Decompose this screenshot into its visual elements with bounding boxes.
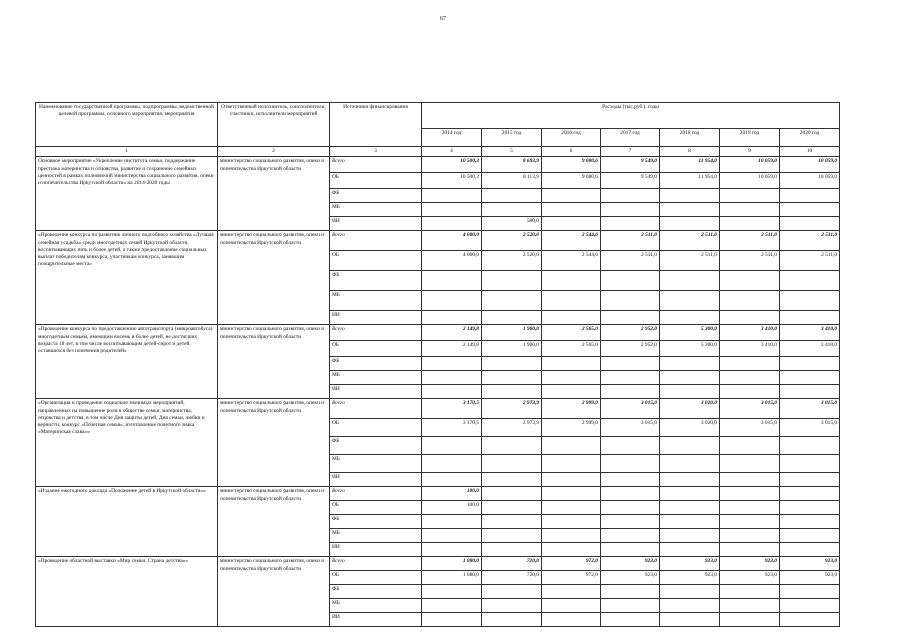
financing-source: ИИ [330,385,422,399]
expense-value [720,455,780,473]
expense-value [542,487,601,501]
expense-value [660,217,720,231]
expense-value [422,371,482,385]
expense-value: 923,0 [601,557,660,571]
expense-value [780,585,840,599]
expense-value: 2 511,0 [720,231,780,251]
financing-source: ФБ [330,585,422,599]
expense-value: 9 549,0 [601,173,660,189]
expense-value [482,189,542,203]
expense-value: 2 999,0 [542,399,601,419]
expense-value [780,529,840,543]
expense-value [542,271,601,291]
expense-value: 9 549,0 [601,157,660,173]
expense-value [720,203,780,217]
expense-value: 2 973,9 [482,419,542,437]
expense-value [482,529,542,543]
expense-value: 9 080,6 [542,173,601,189]
expense-value: 923,0 [780,571,840,585]
column-index: 6 [542,147,601,157]
expense-value [601,599,660,613]
expense-value [720,613,780,627]
expense-value [542,203,601,217]
expense-value: 3 015,0 [601,419,660,437]
expense-value: 1 080,0 [422,571,482,585]
expense-value: 923,0 [660,571,720,585]
expense-value: 100,0 [422,501,482,515]
expense-value [422,311,482,325]
column-index: 3 [330,147,422,157]
expense-value [780,271,840,291]
expense-value [422,203,482,217]
expense-value: 2 952,0 [601,325,660,341]
expense-value [780,385,840,399]
table-row [36,487,840,501]
expense-value [601,357,660,371]
expense-value [660,501,720,515]
expense-value [720,543,780,557]
header-expenses: Расходы (тыс.руб.), годы [422,103,840,129]
column-index: 8 [660,147,720,157]
expense-value: 3 410,0 [720,341,780,357]
expense-value [601,217,660,231]
responsible-executor: министерство социального развития, опеки и попечительства Иркутской области [218,557,330,627]
expense-value: 2 511,0 [660,231,720,251]
expense-value: 2 520,0 [482,251,542,271]
expense-value: 2 520,0 [482,231,542,251]
expense-value [660,189,720,203]
expense-value: 10 059,0 [720,173,780,189]
expense-value [780,501,840,515]
expense-value [542,529,601,543]
expense-value: 10 500,3 [422,157,482,173]
expense-value [542,613,601,627]
financing-source: Всего [330,399,422,419]
activity-name: «Проведение конкурса по развитию личного подсобного хозяйства «Лучшая семейная усадьба» среди многодетных семей Иркутской области, воспитывающих пять и более детей, а также предоставление социальных выплат победителям конкурса, участникам конкурса, занявшим поощрительные места» [36,231,218,325]
expense-value: 3 170,5 [422,419,482,437]
expense-value [482,437,542,455]
expense-value [422,599,482,613]
expense-value [601,585,660,599]
expense-value: 4 000,0 [422,231,482,251]
financing-source: МБ [330,599,422,613]
expense-value [720,217,780,231]
financing-source: ОБ [330,251,422,271]
expense-value [780,203,840,217]
expense-value [601,529,660,543]
expense-value [660,515,720,529]
expense-value: 3 020,0 [660,419,720,437]
expense-value [482,203,542,217]
expense-value [422,217,482,231]
expense-value: 100,0 [422,487,482,501]
expense-value: 2 511,0 [601,231,660,251]
expense-value [720,437,780,455]
responsible-executor: министерство социального развития, опеки и попечительства Иркутской области [218,231,330,325]
financing-source: ОБ [330,571,422,585]
financing-source: МБ [330,529,422,543]
expense-value [660,473,720,487]
expense-value [422,385,482,399]
financing-source: ФБ [330,357,422,371]
header-executor: Ответственный исполнитель, соисполнители, участники, исполнители мероприятий [218,103,330,147]
expense-value [542,357,601,371]
financing-source: Всего [330,325,422,341]
expense-value: 11 954,0 [660,157,720,173]
header-year: 2014 год [422,129,482,147]
expense-value [542,385,601,399]
expense-value [601,203,660,217]
expense-value: 2 511,0 [601,251,660,271]
expense-value [780,543,840,557]
financing-source: ОБ [330,173,422,189]
expense-value [660,529,720,543]
expense-value: 580,0 [482,217,542,231]
expense-value [482,311,542,325]
expense-value [660,311,720,325]
expense-value: 3 020,0 [660,399,720,419]
expense-value: 923,0 [660,557,720,571]
expense-value [780,311,840,325]
expense-value [720,487,780,501]
expense-value: 923,0 [780,557,840,571]
expense-value: 5 300,0 [660,341,720,357]
column-index: 2 [218,147,330,157]
expense-value [780,455,840,473]
financing-source: ИИ [330,311,422,325]
table-row [36,157,840,173]
expense-value: 2 973,9 [482,399,542,419]
expense-value [720,599,780,613]
expense-value [542,585,601,599]
header-year: 2017 год [601,129,660,147]
expense-value [720,311,780,325]
expense-value [601,543,660,557]
expense-value [660,543,720,557]
expense-value: 11 954,0 [660,173,720,189]
expense-value [601,515,660,529]
financing-source: ОБ [330,501,422,515]
expense-value [660,371,720,385]
expense-value [780,473,840,487]
responsible-executor: министерство социального развития, опеки и попечительства Иркутской области [218,157,330,231]
expense-value: 3 410,0 [720,325,780,341]
expense-value [482,455,542,473]
expense-value [780,371,840,385]
expense-value [720,291,780,311]
expense-value [482,515,542,529]
header-year: 2015 год [482,129,542,147]
expense-value [601,385,660,399]
expense-value [542,291,601,311]
table-row [36,399,840,419]
expense-value: 10 059,0 [780,173,840,189]
expense-value [422,613,482,627]
expense-value [542,501,601,515]
expense-value [482,613,542,627]
expense-value: 3 015,0 [720,399,780,419]
expense-value: 2 565,0 [542,341,601,357]
financing-source: Всего [330,157,422,173]
expense-value: 9 080,6 [542,157,601,173]
expense-value: 2 952,0 [601,341,660,357]
header-year: 2019 год [720,129,780,147]
expense-value [422,357,482,371]
expense-value: 3 015,0 [720,419,780,437]
financing-source: МБ [330,203,422,217]
expense-value [601,437,660,455]
expense-value [660,357,720,371]
header-year: 2020 год [780,129,840,147]
expense-value [482,543,542,557]
column-index: 1 [36,147,218,157]
expense-value: 923,0 [720,557,780,571]
expense-value: 2 149,8 [422,341,482,357]
expense-value: 2 544,6 [542,231,601,251]
financing-source: ИИ [330,217,422,231]
column-index: 9 [720,147,780,157]
financing-source: Всего [330,231,422,251]
expense-value [542,455,601,473]
expense-value: 4 000,0 [422,251,482,271]
expense-value [660,613,720,627]
expense-value [660,599,720,613]
responsible-executor: министерство социального развития, опеки и попечительства Иркутской области [218,487,330,557]
expense-value: 10 059,0 [720,157,780,173]
financing-source: ОБ [330,341,422,357]
table-row [36,231,840,251]
activity-name: «Издание ежегодного доклада «Положение детей в Иркутской области»» [36,487,218,557]
expense-value [780,217,840,231]
expense-value: 2 999,0 [542,419,601,437]
expense-value: 2 511,0 [720,251,780,271]
expense-value [660,487,720,501]
expense-value [482,291,542,311]
activity-name: «Организация и проведение социально значимых мероприятий, направленных на повышение роли в обществе семьи, материнства, отцовства и детства, в том числе Дня защиты детей, Дня семьи, любви и верности, конкурс «Почетная семья», изготовление почетного знака «Материнская слава»» [36,399,218,487]
expense-value [482,585,542,599]
financing-source: ФБ [330,515,422,529]
expense-value: 923,0 [601,571,660,585]
header-financing-source: Источники финансирования [330,103,422,147]
expense-value [720,371,780,385]
expense-value [780,487,840,501]
expense-value [720,271,780,291]
expense-value: 3 015,0 [601,399,660,419]
expense-value [482,487,542,501]
financing-source: ИИ [330,473,422,487]
expense-value: 5 300,0 [660,325,720,341]
expense-value [720,585,780,599]
expense-value: 10 500,3 [422,173,482,189]
expense-value [660,291,720,311]
expense-value [542,599,601,613]
expense-value [422,585,482,599]
expense-value [660,385,720,399]
expense-value [720,385,780,399]
page-number: 67 [440,16,446,22]
expense-value [601,311,660,325]
expense-value [542,473,601,487]
expense-value: 1 900,0 [482,341,542,357]
expense-value [601,473,660,487]
expense-value [482,385,542,399]
expense-value: 2 149,8 [422,325,482,341]
column-index: 10 [780,147,840,157]
expense-value: 972,0 [542,571,601,585]
financing-source: Всего [330,557,422,571]
expense-value [422,515,482,529]
financing-source: МБ [330,455,422,473]
activity-name: «Проведение конкурса по предоставлению автотранспорта (микроавтобуса) многодетным семьям, имеющим восемь и более детей, не достигших возраста 18 лет, в том числе воспитывающим детей-сирот и детей, оставшихся без попечения родителей» [36,325,218,399]
expense-value [542,311,601,325]
financing-source: ИИ [330,613,422,627]
expense-value [720,529,780,543]
expense-value [601,371,660,385]
financing-source: ОБ [330,419,422,437]
expense-value [422,473,482,487]
expense-value [482,271,542,291]
header-program-name: Наименование государственной программы, подпрограммы, ведомственной целевой программы, основного мероприятия, мероприятия [36,103,218,147]
expense-value [542,217,601,231]
table-row [36,325,840,341]
column-index: 5 [482,147,542,157]
expense-value [542,437,601,455]
expense-value: 2 511,0 [780,231,840,251]
financing-source: ФБ [330,189,422,203]
expense-value: 2 511,0 [660,251,720,271]
activity-name: Основное мероприятие «Укрепление института семьи, поддержание престижа материнства и отцовства, развитие и сохранение семейных ценностей в рамках полномочий министерства социального развития, опеки и попечительства Иркутской области» на 2014-2020 годы [36,157,218,231]
expense-value: 972,0 [542,557,601,571]
financing-source: Всего [330,487,422,501]
header-year: 2018 год [660,129,720,147]
financing-source: МБ [330,291,422,311]
expense-value [780,437,840,455]
expense-value: 1 900,0 [482,325,542,341]
expense-value: 923,0 [720,571,780,585]
column-index: 7 [601,147,660,157]
expense-value [720,515,780,529]
expense-value: 3 170,5 [422,399,482,419]
expense-value [660,455,720,473]
expense-value [482,501,542,515]
expense-value: 3 410,0 [780,341,840,357]
header-year: 2016 год [542,129,601,147]
expense-value [660,585,720,599]
financing-source: ФБ [330,437,422,455]
expense-value [720,189,780,203]
expense-value [780,515,840,529]
expense-value [660,203,720,217]
expense-value: 8 113,9 [482,173,542,189]
expense-value [482,357,542,371]
expense-value [660,437,720,455]
expense-value [601,271,660,291]
expense-value: 8 693,9 [482,157,542,173]
expense-value [780,599,840,613]
expense-value [780,357,840,371]
budget-table [35,102,840,627]
responsible-executor: министерство социального развития, опеки и попечительства Иркутской области [218,399,330,487]
expense-value [720,473,780,487]
expense-value: 1 080,0 [422,557,482,571]
expense-value: 10 059,0 [780,157,840,173]
expense-value [482,599,542,613]
expense-value [601,501,660,515]
expense-value [422,543,482,557]
expense-value [780,189,840,203]
expense-value [780,613,840,627]
activity-name: «Проведение областной выставки «Мир семьи. Страна детства»» [36,557,218,627]
expense-value [660,271,720,291]
expense-value [422,529,482,543]
expense-value [422,455,482,473]
expense-value [482,371,542,385]
expense-value [482,473,542,487]
expense-value [542,189,601,203]
expense-value [601,189,660,203]
financing-source: ФБ [330,271,422,291]
expense-value [422,291,482,311]
expense-value: 3 015,0 [780,419,840,437]
expense-value: 3 410,0 [780,325,840,341]
expense-value [780,291,840,311]
column-index: 4 [422,147,482,157]
expense-value [422,271,482,291]
expense-value [601,455,660,473]
expense-value [601,291,660,311]
expense-value [542,515,601,529]
expense-value [542,371,601,385]
expense-value: 3 015,0 [780,399,840,419]
expense-value [720,357,780,371]
expense-value [720,501,780,515]
expense-value [542,543,601,557]
expense-value [601,487,660,501]
financing-source: ИИ [330,543,422,557]
expense-value [422,189,482,203]
table-row [36,557,840,571]
expense-value: 720,0 [482,571,542,585]
expense-value: 720,0 [482,557,542,571]
financing-source: МБ [330,371,422,385]
expense-value: 2 565,0 [542,325,601,341]
expense-value: 2 544,6 [542,251,601,271]
expense-value [601,613,660,627]
expense-value [422,437,482,455]
responsible-executor: министерство социального развития, опеки и попечительства Иркутской области [218,325,330,399]
expense-value: 2 511,0 [780,251,840,271]
